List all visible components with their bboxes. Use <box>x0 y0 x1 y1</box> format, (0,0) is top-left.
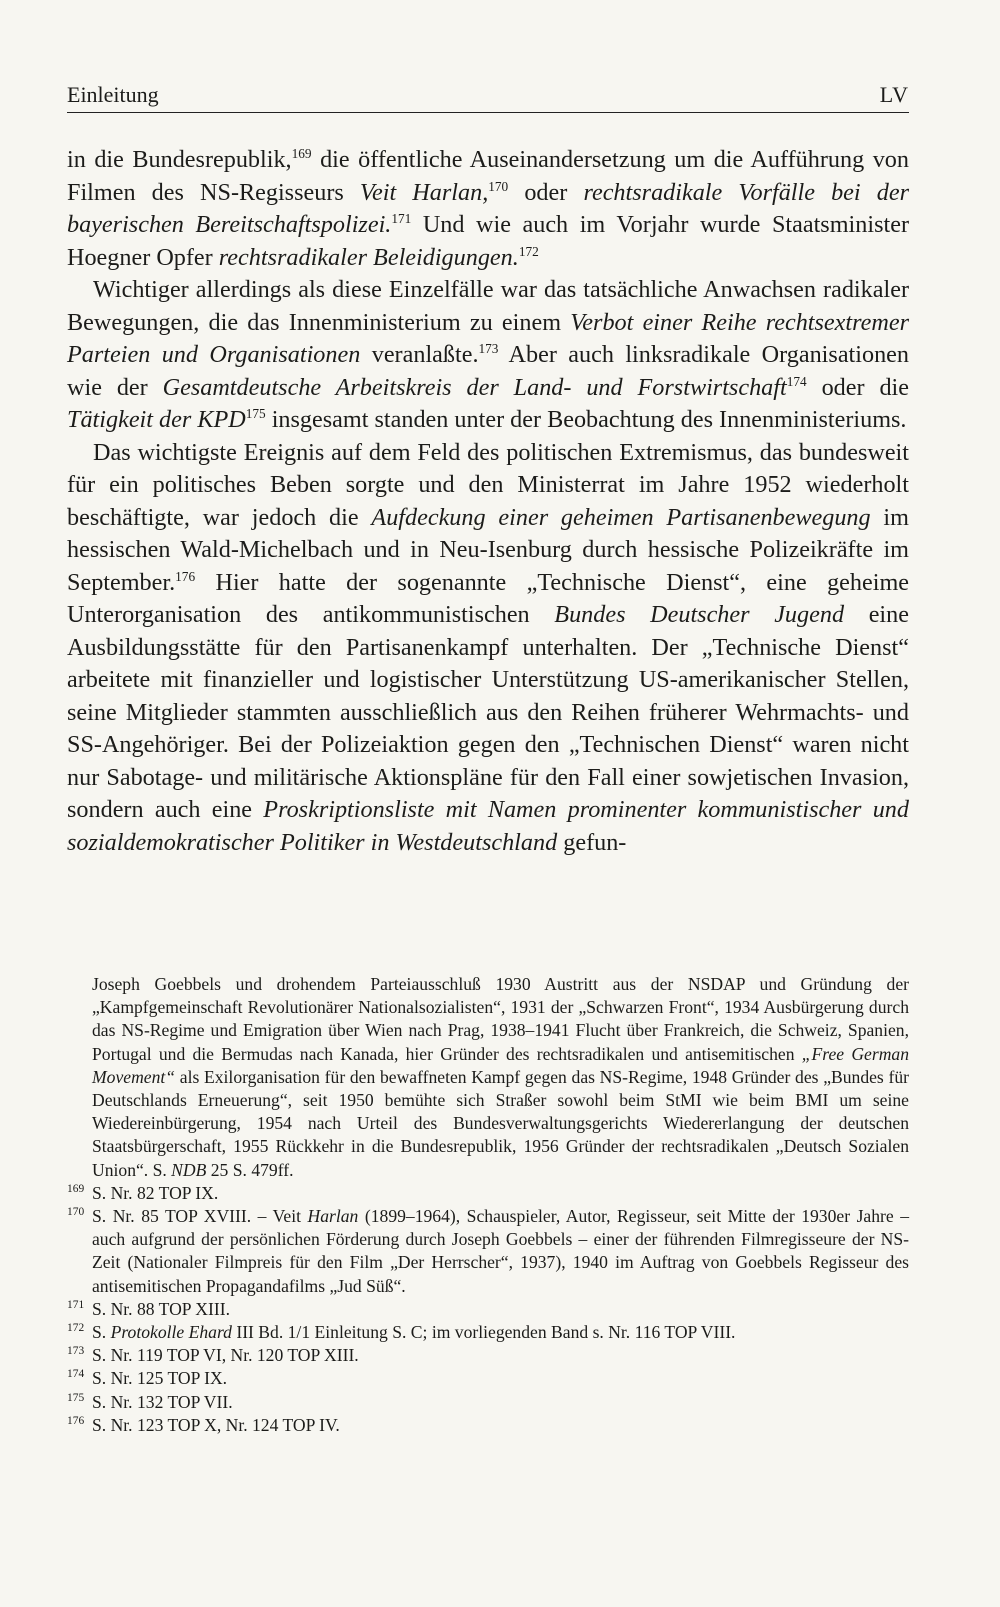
running-head-title: Einleitung <box>67 82 159 107</box>
footnote-number <box>67 1321 92 1344</box>
footnote-reference: 174 <box>786 373 807 389</box>
text-run: Hier hatte der sogenannte „Technische Dienst“, eine geheime Unterorganisation des antikommunistischen <box>67 568 909 628</box>
footnote-number-text: 174 <box>67 1368 85 1381</box>
footnote-number-text: 173 <box>67 1345 85 1358</box>
text-run: S. Nr. 132 TOP VII. <box>92 1391 233 1412</box>
body-paragraph <box>67 437 909 860</box>
text-run: S. Nr. 123 TOP X, Nr. 124 TOP IV. <box>92 1414 340 1435</box>
text-run: S. Nr. 85 TOP XVIII. – Veit <box>92 1206 308 1227</box>
text-run: Wichtiger allerdings als diese Einzelfälle war das tatsächliche Anwachsen radikaler Bewegungen, die das Innenministerium zu einem <box>67 276 909 336</box>
text-run: im hessischen Wald-Michelbach und in Neu-Isenburg durch hessische Polizeikräfte im September. <box>67 503 909 596</box>
text-run: Aber auch linksradikale Organisationen wie der <box>67 341 910 401</box>
italic-text: Aufdeckung einer geheimen Partisanenbewegung <box>371 503 871 531</box>
text-run: Das wichtigste Ereignis auf dem Feld des politischen Extremismus, das bundesweit für ein politisches Beben sorgte und den Ministerrat im Jahre 1952 wiederholt beschäftigte, war jedoch die <box>67 438 909 531</box>
footnote-number <box>67 1182 92 1205</box>
text-run: veranlaßte. <box>360 341 479 368</box>
text-run: eine Ausbildungsstätte für den Partisanenkampf unterhalten. Der „Technische Dienst“ arbeitete mit finanzieller und logistischer Unterstützung US-amerikanischer Stellen, seine Mitglieder stammten ausschließlich aus den Reihen früherer Wehrmachts- und SS-Angehöriger. Bei der Polizeiaktion gegen den „Technischen Dienst“ waren nicht nur Sabotage- und militärische Aktionspläne für den Fall einer sowjetischen Invasion, sondern auch eine <box>67 601 909 823</box>
text-run: als Exilorganisation für den bewaffneten Kampf gegen das NS-Regime, 1948 Gründer des „Bundes für Deutschlands Erneuerung“, seit 1950 bemühte sich Straßer sowohl beim StMI wie beim BMI um seine Wiedereinbürgerung, 1954 nach Urteil des Bundesverwaltungsgerichts Wiedererlangung der deutschen Staatsbürgerschaft, 1955 Rückkehr in die Bundesrepublik, 1956 Gründer der rechtsradikalen „Deutsch Sozialen Union“. S. <box>92 1066 909 1180</box>
footnote <box>67 1205 909 1298</box>
text-run: gefun- <box>557 828 627 856</box>
body-paragraph <box>67 274 909 437</box>
italic-text: Tätigkeit der KPD <box>67 406 246 433</box>
italic-text: Proskriptionsliste mit Namen prominenter kommunistischer und sozialdemokratischer Politiker in Westdeutschland <box>67 796 909 856</box>
text-run: die öffentliche Auseinandersetzung um die Aufführung von Filmen des NS-Regisseurs <box>67 146 909 206</box>
footnote-reference: 170 <box>488 178 509 194</box>
text-run: S. Nr. 119 TOP VI, Nr. 120 TOP XIII. <box>92 1345 359 1366</box>
text-run: 25 S. 479ff. <box>206 1159 294 1180</box>
footnote-number <box>67 1344 92 1367</box>
footnote <box>67 1391 909 1414</box>
body-paragraph <box>67 144 909 274</box>
footnote-reference: 176 <box>175 568 196 584</box>
footnote-reference: 173 <box>478 340 499 356</box>
text-run: S. Nr. 88 TOP XIII. <box>92 1298 230 1319</box>
footnote-number <box>67 1414 92 1437</box>
italic-text: „Free German Movement“ <box>92 1043 910 1087</box>
footnote-number <box>67 1298 92 1321</box>
footnote <box>67 1182 909 1205</box>
text-run: insgesamt standen unter der Beobachtung des Innenministeriums. <box>265 406 907 433</box>
footnote-reference: 171 <box>391 210 412 226</box>
body-text <box>67 144 909 859</box>
footnote-number-text: 172 <box>67 1322 85 1335</box>
footnote-list <box>67 1182 909 1437</box>
footnote-number-text: 171 <box>67 1298 85 1311</box>
footnote-number <box>67 1205 92 1228</box>
footnote-reference: 172 <box>518 243 539 259</box>
text-run: Joseph Goebbels und drohendem Parteiausschluß 1930 Austritt aus der NSDAP und Gründung der „Kampfgemeinschaft Revolutionärer Nationalsozialisten“, 1931 der „Schwarzen Front“, 1934 Ausbürgerung durch das NS-Regime und Emigration über Wien nach Prag, 1938–1941 Flucht über Frankreich, die Schweiz, Spanien, Portugal und die Bermudas nach Kanada, hier Gründer des rechtsradikalen und antisemitischen <box>92 974 909 1064</box>
italic-text: rechtsradikaler Beleidigungen. <box>218 243 519 271</box>
italic-text: rechtsradikale Vorfälle bei der bayerischen Bereitschaftspolizei. <box>67 178 909 238</box>
text-run: S. Nr. 82 TOP IX. <box>92 1182 219 1203</box>
footnote-number-text: 176 <box>67 1415 85 1427</box>
italic-text: Gesamtdeutsche Arbeitskreis der Land- und Forstwirtschaft <box>162 373 787 401</box>
footnote <box>67 1298 909 1321</box>
italic-text: NDB <box>171 1159 207 1180</box>
text-run: S. <box>92 1322 111 1343</box>
text-run: oder die <box>806 373 910 401</box>
footnote <box>67 1321 909 1344</box>
text-run: S. Nr. 125 TOP IX. <box>92 1368 228 1389</box>
footnote-number-text: 169 <box>67 1182 85 1195</box>
italic-text: Harlan <box>307 1206 359 1227</box>
footnote-reference: 175 <box>245 405 266 421</box>
footnote <box>67 1344 909 1367</box>
footnote-number-text: 170 <box>67 1206 85 1219</box>
footnotes <box>67 973 909 1437</box>
footnote <box>67 1367 909 1390</box>
page-number: LV <box>879 82 909 107</box>
italic-text: Veit Harlan, <box>359 178 489 206</box>
text-run: III Bd. 1/1 Einleitung S. C; im vorliegenden Band s. Nr. 116 TOP VIII. <box>231 1322 736 1343</box>
footnote-number <box>67 1367 92 1390</box>
footnote-number <box>67 1391 92 1414</box>
footnote-continuation <box>92 973 909 1182</box>
footnote-number-text: 175 <box>67 1391 85 1404</box>
footnote-reference: 169 <box>291 145 312 161</box>
text-run: (1899–1964), Schauspieler, Autor, Regisseur, seit Mitte der 1930er Jahre – auch aufgrund der persönlichen Förderung durch Joseph Goebbels – einer der führenden Filmregisseure der NS-Zeit (Nationaler Filmpreis für den Film „Der Herrscher“, 1937), 1940 im Auftrag von Goebbels Regisseur des antisemitischen Propagandafilms „Jud Süß“. <box>92 1206 909 1296</box>
text-run: Und wie auch im Vorjahr wurde Staatsminister Hoegner Opfer <box>67 211 909 271</box>
italic-text: Protokolle Ehard <box>110 1322 232 1343</box>
running-header <box>67 78 909 113</box>
text-run: in die Bundesrepublik, <box>67 146 292 173</box>
footnote <box>67 1414 909 1437</box>
italic-text: Verbot einer Reihe rechtsextremer Parteien und Organisationen <box>67 308 909 368</box>
text-run: oder <box>508 178 584 206</box>
italic-text: Bundes Deutscher Jugend <box>554 601 845 628</box>
